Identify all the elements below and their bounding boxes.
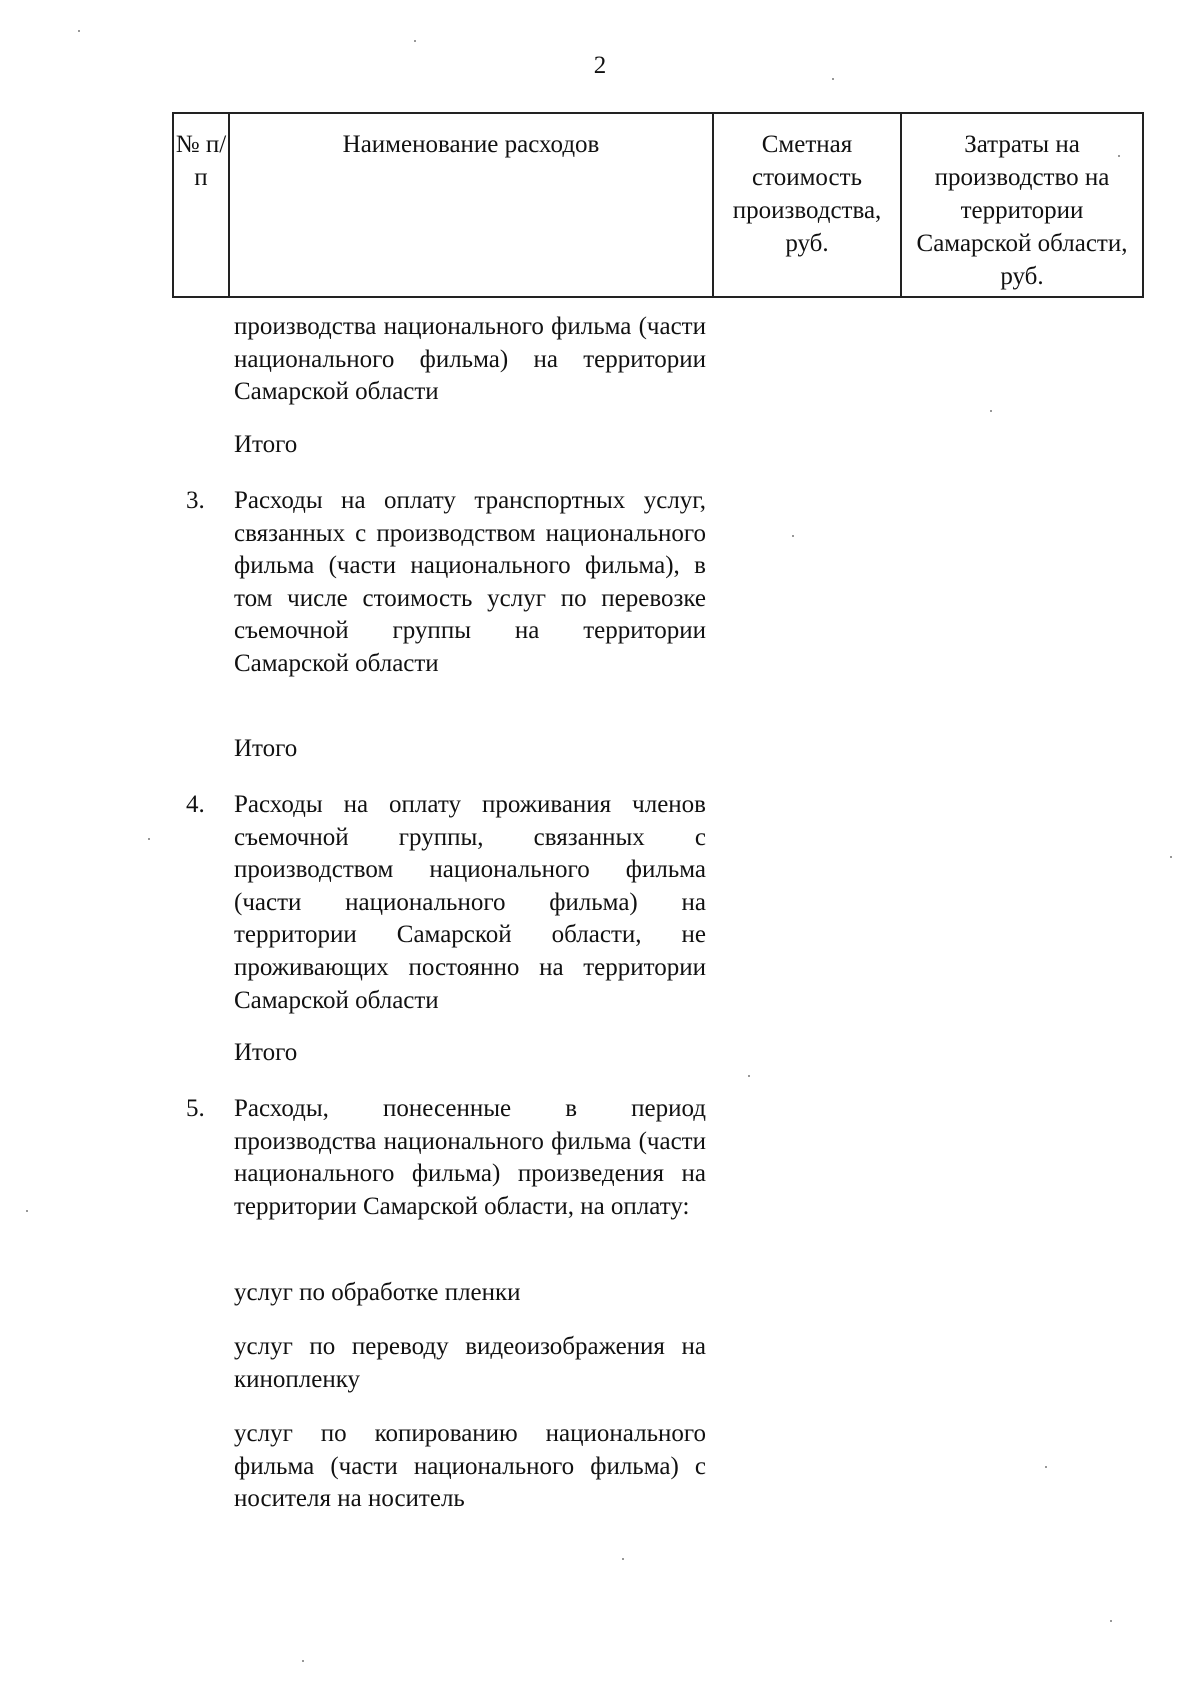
continued-item-text: производства национального фильма (части национального фильма) на территории Самарской области	[234, 313, 706, 406]
total-label: Итого	[234, 431, 298, 458]
scan-speck	[414, 40, 416, 42]
scan-speck	[78, 30, 80, 32]
table-header	[172, 112, 1144, 298]
scan-speck	[1110, 1620, 1112, 1622]
total-label: Итого	[234, 1039, 298, 1066]
item-number: 4.	[186, 791, 205, 818]
page-number: 2	[593, 52, 607, 79]
scan-speck	[26, 1210, 28, 1212]
header-cell-number: № п/п	[174, 114, 230, 296]
scan-speck	[792, 535, 794, 537]
item-text: Расходы на оплату транспортных услуг, связанных с производством национального фильма (части национального фильма), в том числе стоимость услуг по перевозке съемочной группы на территории Самарской области	[234, 487, 706, 677]
header-cell-costs: Затраты на производство на территории Самарской области, руб.	[916, 131, 1128, 290]
header-cell-name: Наименование расходов	[230, 114, 714, 296]
scan-speck	[302, 1660, 304, 1662]
header-cell-estimate: Сметная стоимость производства, руб.	[714, 114, 902, 296]
scan-speck	[1118, 155, 1120, 157]
scan-speck	[1045, 1466, 1047, 1468]
scan-speck	[1170, 856, 1172, 858]
scan-speck	[990, 410, 992, 412]
sub-item-text: услуг по обработке пленки	[234, 1279, 521, 1306]
sub-item-text: услуг по переводу видеоизображения на кинопленку	[234, 1333, 706, 1393]
scan-speck	[748, 1075, 750, 1077]
scan-speck	[148, 838, 150, 840]
item-text: Расходы на оплату проживания членов съемочной группы, связанных с производством национального фильма (части национального фильма) на территории Самарской области, не проживающих постоянно на территории Самарской области	[234, 791, 706, 1014]
item-number: 3.	[186, 487, 205, 514]
sub-item-text: услуг по копированию национального фильма (части национального фильма) с носителя на носитель	[234, 1420, 706, 1513]
scan-speck	[832, 78, 834, 80]
item-number: 5.	[186, 1095, 205, 1122]
scan-speck	[622, 1558, 624, 1560]
item-text: Расходы, понесенные в период производства национального фильма (части национального фильма) произведения на территории Самарской области, на оплату:	[234, 1095, 706, 1220]
total-label: Итого	[234, 735, 298, 762]
